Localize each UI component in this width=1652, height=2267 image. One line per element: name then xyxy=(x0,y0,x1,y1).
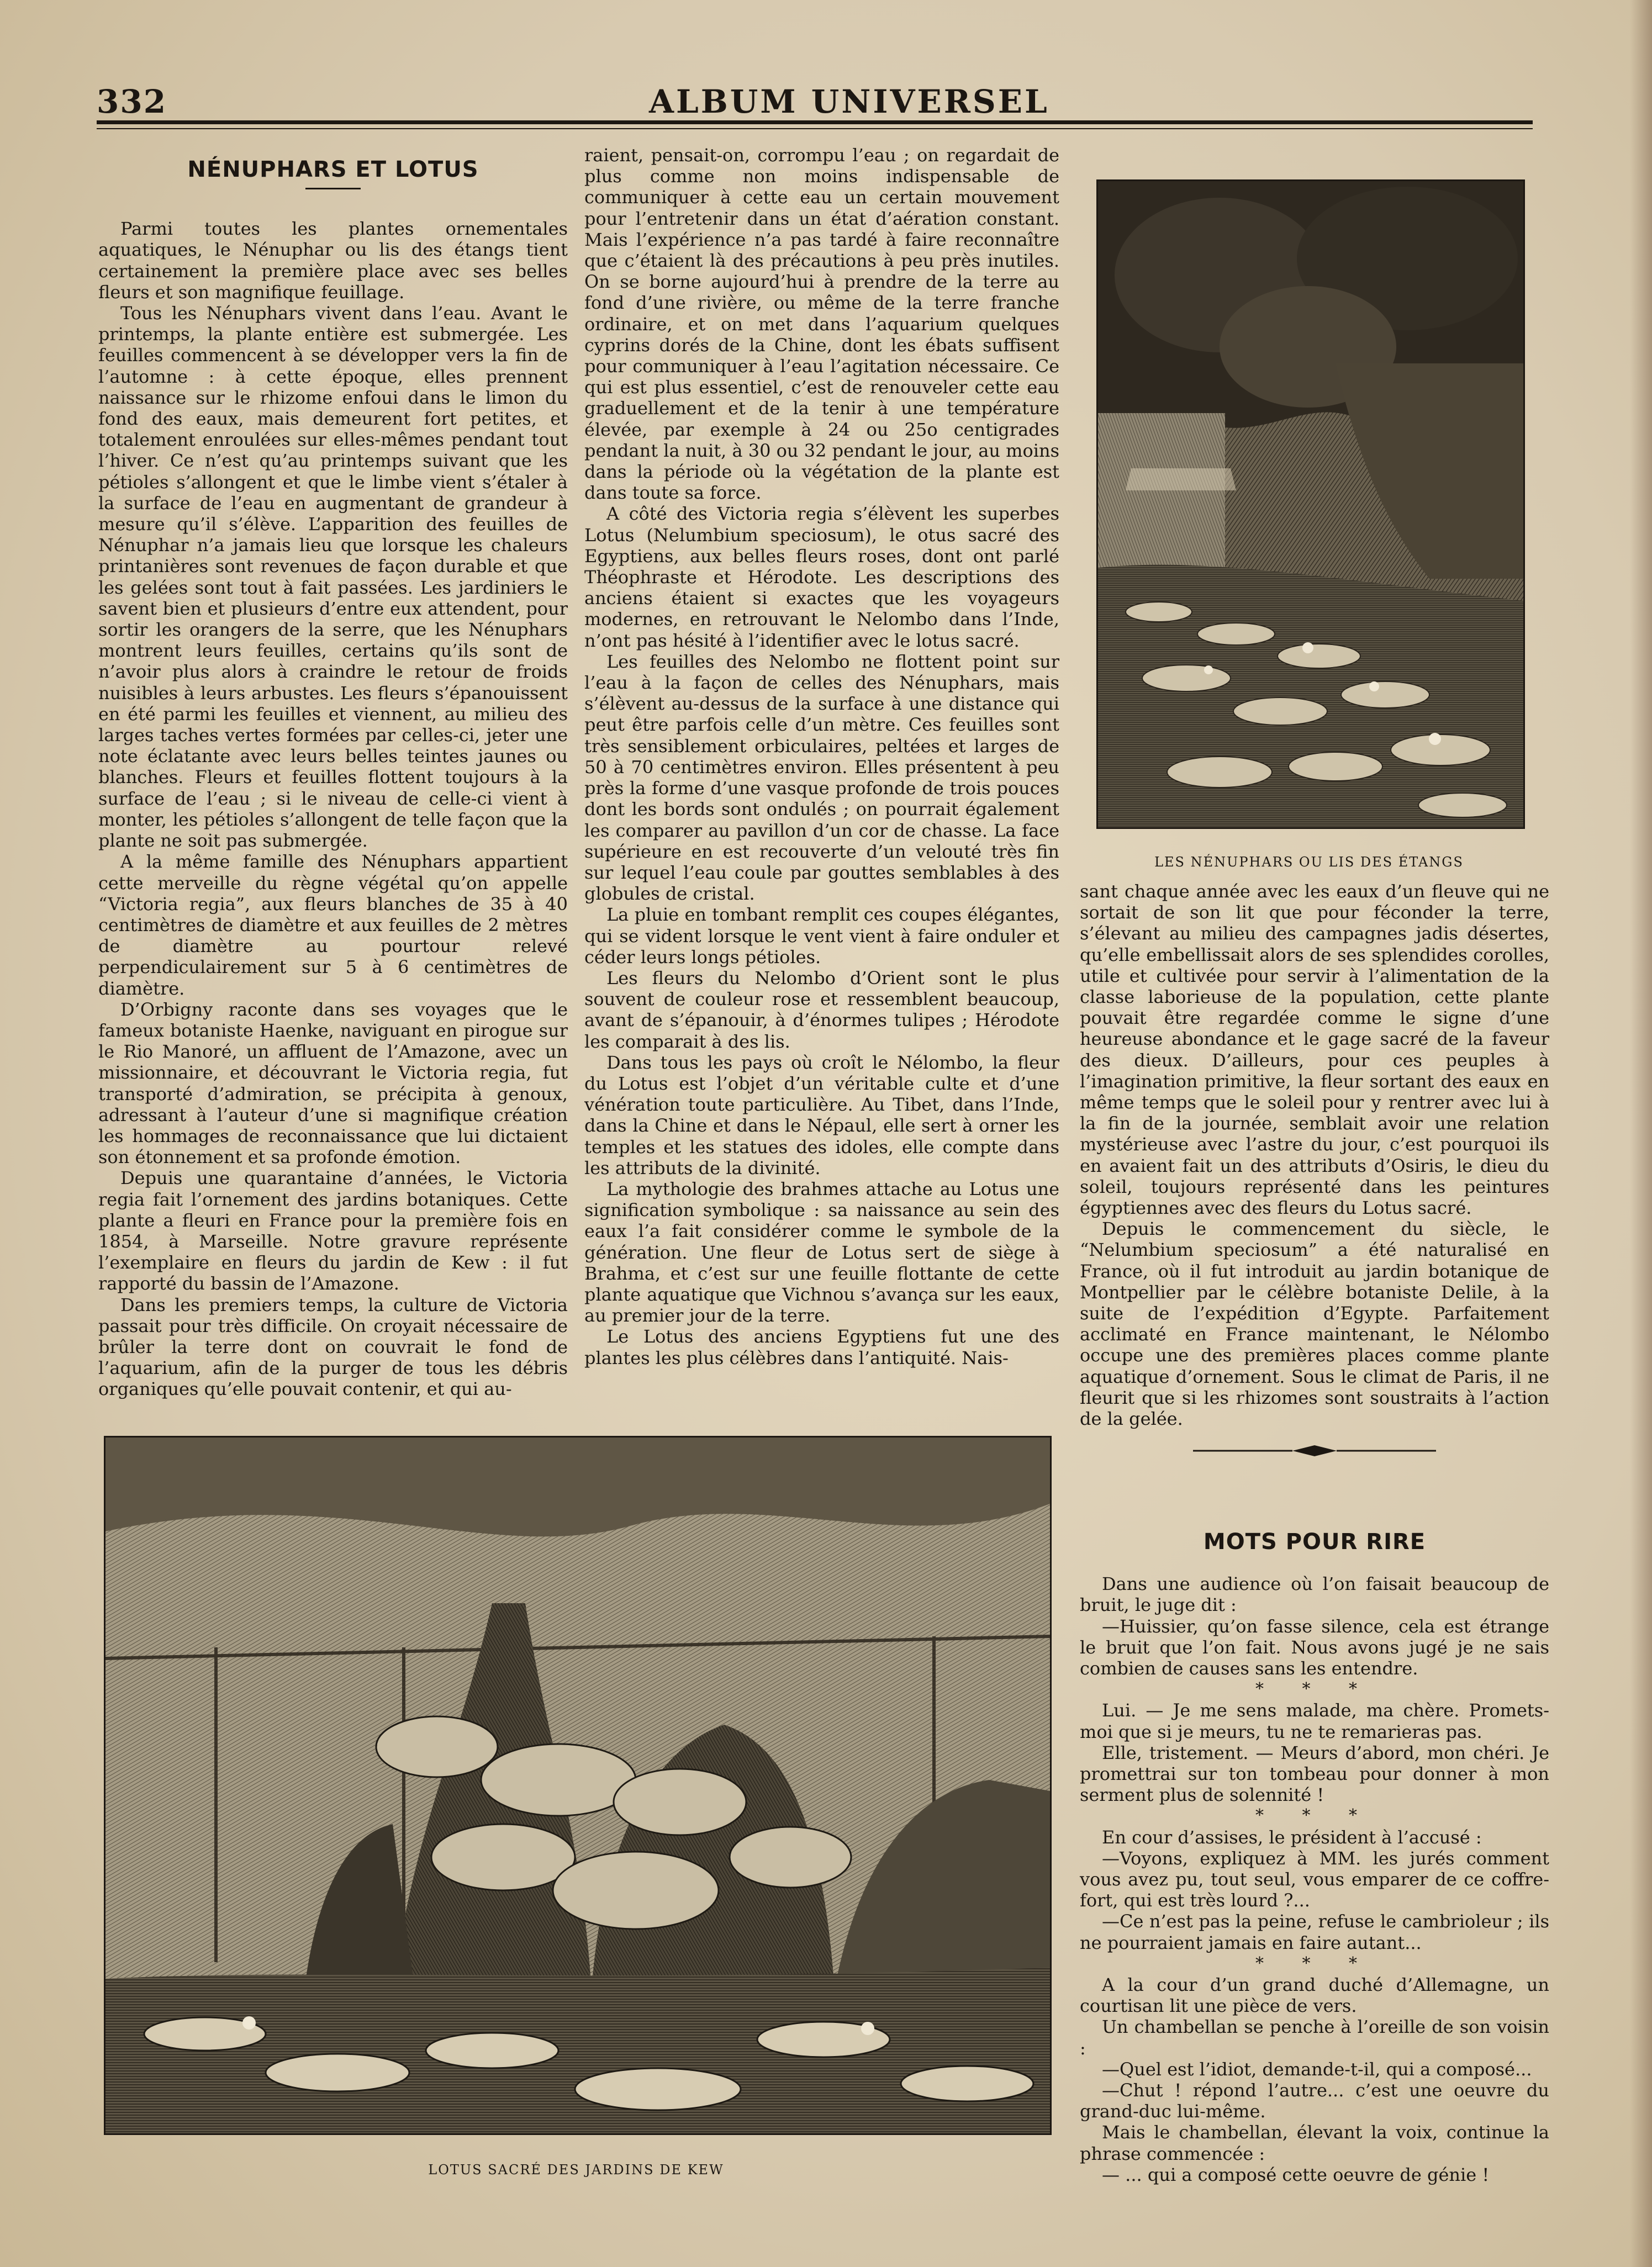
ornament-divider xyxy=(1193,1444,1436,1457)
paragraph: raient, pensait-on, corrompu l’eau ; on regardait de plus comme non moins indispensable de communiquer à cette eau un certain mouvement pour l’entretenir dans un état d’aération constant. Mais l’expérience n’a pas tardé à faire reconnaître que c’étaient là des précautions à peu près inutiles. On se borne aujourd’hui à prendre de la terre au fond d’une rivière, ou même de la terre franche ordinaire, et on met dans l’aquarium quelques cyprins dorés de la Chine, dont les ébats suffisent pour communiquer à l’eau l’agitation nécessaire. Ce qui est plus essentiel, c’est de renouveler cette eau graduellement et de la tenir à une température élevée, par exemple à 24 ou 25o centigrades pendant la nuit, à 30 ou 32 pendant le jour, au moins dans la période où la végétation de la plante est dans toute sa force. xyxy=(584,145,1059,504)
article-column-2 xyxy=(584,145,1059,1368)
jokes-section xyxy=(1080,1527,1549,2185)
paragraph: Le Lotus des anciens Egyptiens fut une des plantes les plus célèbres dans l’antiquité. Nais- xyxy=(584,1326,1059,1368)
article-column-1 xyxy=(98,155,568,1400)
joke-paragraph: Un chambellan se penche à l’oreille de son voisin : xyxy=(1080,2016,1549,2059)
jokes-title: MOTS POUR RIRE xyxy=(1203,1529,1426,1555)
joke-paragraph: —Quel est l’idiot, demande-t-il, qui a composé... xyxy=(1102,2058,1532,2080)
paragraph: A la même famille des Nénuphars appartient cette merveille du règne végétal qu’on appelle “Victoria regia”, aux fleurs blanches de 35 à 40 centimètres de diamètre et aux feuilles de 2 mètres de diamètre au pourtour relevé perpendiculairement sur 5 à 6 centimètres de diamètre. xyxy=(98,851,568,999)
paragraph: A côté des Victoria regia s’élèvent les superbes Lotus (Nelumbium speciosum), le otus sacré des Egyptiens, aux belles fleurs roses, dont ont parlé Théophraste et Hérodote. Les descriptions des anciens étaient si exactes que les voyageurs modernes, en retrouvant le Nelombo dans l’Inde, n’ont pas hésité à l’identifier avec le lotus sacré. xyxy=(584,503,1059,651)
article-title: NÉNUPHARS ET LOTUS xyxy=(187,157,479,182)
page-number: 332 xyxy=(97,83,167,120)
journal-title: ALBUM UNIVERSEL xyxy=(649,83,1049,120)
nenuphars-illustration xyxy=(1098,181,1523,827)
asterism: * * * xyxy=(1255,1806,1374,1826)
nenuphars-caption: LES NÉNUPHARS OU LIS DES ÉTANGS xyxy=(1154,854,1464,870)
joke-paragraph: En cour d’assises, le président à l’accusé : xyxy=(1102,1826,1482,1848)
paragraph: La mythologie des brahmes attache au Lotus une signification symbolique : sa naissance au sein des eaux l’a fait considérer comme le symbole de la génération. Une fleur de Lotus sert de siège à Brahma, et c’est sur une feuille flottante de cette plante aquatique que Vichnou s’avança sur les eaux, au premier jour de la terre. xyxy=(584,1178,1059,1327)
joke-paragraph: Dans une audience où l’on faisait beaucoup de bruit, le juge dit : xyxy=(1080,1573,1549,1616)
header-rule-thin xyxy=(97,128,1533,129)
article-column-3 xyxy=(1080,881,1549,1429)
joke-paragraph: Elle, tristement. — Meurs d’abord, mon chéri. Je promettrai sur ton tombeau pour donner à mon serment plus de solennité ! xyxy=(1080,1742,1549,1806)
nenuphars-engraving xyxy=(1096,179,1525,829)
paragraph: Depuis le commencement du siècle, le “Nelumbium speciosum” a été naturalisé en France, où il fut introduit au jardin botanique de Montpellier par le célèbre botaniste Delile, à la suite de l’expédition d’Egypte. Parfaitement acclimaté en France maintenant, le Nélombo occupe une des premières places comme plante aquatique d’ornement. Sous le climat de Paris, il ne fleurit que si les rhizomes sont soustraits à l’action de la gelée. xyxy=(1080,1218,1549,1430)
title-rule xyxy=(305,188,361,189)
paragraph: D’Orbigny raconte dans ses voyages que le fameux botaniste Haenke, naviguant en pirogue sur le Rio Manoré, un affluent de l’Amazone, avec un missionnaire, et découvrant le Victoria regia, fut transporté d’admiration, se précipita à genoux, adressant à l’auteur d’une si magnifique création les hommages de reconnaissance que lui dictaient son étonnement et sa profonde émotion. xyxy=(98,998,568,1168)
paragraph: Depuis une quarantaine d’années, le Victoria regia fait l’ornement des jardins botaniques. Cette plante a fleuri en France pour la première fois en 1854, à Marseille. Notre gravure représente l’exemplaire en fleurs du jardin de Kew : il fut rapporté du bassin de l’Amazone. xyxy=(98,1167,568,1294)
joke-paragraph: Lui. — Je me sens malade, ma chère. Promets-moi que si je meurs, tu ne te remarieras pas. xyxy=(1080,1700,1549,1742)
asterism: * * * xyxy=(1255,1679,1374,1699)
paragraph: sant chaque année avec les eaux d’un fleuve qui ne sortait de son lit que pour féconder la terre, s’élevant au milieu des campagnes jadis désertes, qu’elle embellissait alors de ses splendides corolles, utile et cultivée pour servir à l’alimentation de la classe laborieuse de la population, cette plante pouvait être regardée comme le signe d’une heureuse abondance et le gage sacré de la faveur des dieux. D’ailleurs, pour ces peuples à l’imagination primitive, la fleur sortant des eaux en même temps que le soleil pour y rentrer avec lui à la fin de la journée, semblait avoir une relation mystérieuse avec l’astre du jour, c’est pourquoi ils en avaient fait un des attributs d’Osiris, le dieu du soleil, toujours représenté dans les peintures égyptiennes avec des fleurs du Lotus sacré. xyxy=(1080,881,1549,1219)
paragraph: Tous les Nénuphars vivent dans l’eau. Avant le printemps, la plante entière est submergée. Les feuilles commencent à se développer vers la fin de l’automne : à cette époque, elles prennent naissance sur le rhizome enfoui dans le limon du fond des eaux, mais demeurent fort petites, et totalement enroulées sur elles-mêmes pendant tout l’hiver. Ce n’est qu’au printemps suivant que les pétioles s’allongent et que le limbe vient s’étaler à la surface de l’eau en augmentant de grandeur à mesure qu’il s’élève. L’apparition des feuilles de Nénuphar n’a jamais lieu que lorsque les chaleurs printanières sont revenues de façon durable et que les gelées sont tout à fait passées. Les jardiniers le savent bien et plusieurs d’entre eux attendent, pour sortir les orangers de la serre, que les Nénuphars montrent leurs feuilles, certains qu’ils sont de n’avoir plus alors à craindre le retour de froids nuisibles à leurs arbustes. Les fleurs s’épanouissent en été parmi les feuilles et viennent, au milieu des larges taches vertes formées par celles-ci, jeter une note éclatante avec leurs belles teintes jaunes ou blanches. Fleurs et feuilles flottent toujours à la surface de l’eau ; si le niveau de celle-ci vient à monter, les pétioles s’allongent de telle façon que la plante ne soit pas submergée. xyxy=(98,303,568,852)
paragraph: La pluie en tombant remplit ces coupes élégantes, qui se vident lorsque le vent vient à faire onduler et céder leurs longs pétioles. xyxy=(584,904,1059,968)
lotus-caption: LOTUS SACRÉ DES JARDINS DE KEW xyxy=(428,2162,724,2178)
paragraph: Parmi toutes les plantes ornementales aquatiques, le Nénuphar ou lis des étangs tient certainement la première place avec ses belles fleurs et son magnifique feuillage. xyxy=(98,218,568,303)
joke-paragraph: — ... qui a composé cette oeuvre de génie ! xyxy=(1102,2164,1490,2185)
joke-paragraph: —Chut ! répond l’autre... c’est une oeuvre du grand-duc lui-même. xyxy=(1080,2080,1549,2122)
joke-paragraph: A la cour d’un grand duché d’Allemagne, un courtisan lit une pièce de vers. xyxy=(1080,1974,1549,2017)
paragraph: Dans tous les pays où croît le Nélombo, la fleur du Lotus est l’objet d’un véritable culte et d’une vénération toute particulière. Au Tibet, dans l’Inde, dans la Chine et dans le Népaul, elle sert à orner les temples et les statues des idoles, elle compte dans les attributs de la divinité. xyxy=(584,1051,1059,1179)
lotus-engraving xyxy=(104,1436,1052,2135)
paragraph: Les fleurs du Nelombo d’Orient sont le plus souvent de couleur rose et ressemblent beaucoup, avant de s’épanouir, à d’énormes tulipes ; Hérodote les comparait à des lis. xyxy=(584,967,1059,1052)
lotus-illustration xyxy=(105,1438,1050,2133)
joke-paragraph: —Voyons, expliquez à MM. les jurés comment vous avez pu, tout seul, vous emparer de ce coffre-fort, qui est très lourd ?... xyxy=(1080,1847,1549,1911)
joke-paragraph: Mais le chambellan, élevant la voix, continue la phrase commencée : xyxy=(1080,2122,1549,2164)
joke-paragraph: —Huissier, qu’on fasse silence, cela est étrange le bruit que l’on fait. Nous avons jugé je ne sais combien de causes sans les entendre. xyxy=(1080,1615,1549,1679)
paragraph: Les feuilles des Nelombo ne flottent point sur l’eau à la façon de celles des Nénuphars, mais s’élèvent au-dessus de la surface à une distance qui peut être parfois celle d’un mètre. Ces feuilles sont très sensiblement orbiculaires, peltées et larges de 50 à 70 centimètres environ. Elles présentent à peu près la forme d’une vasque profonde de trois pouces dont les bords sont ondulés ; on pourrait également les comparer au pavillon d’un cor de chasse. La face supérieure en est recouverte d’un velouté très fin sur lequel l’eau coule par gouttes semblables à des globules de cristal. xyxy=(584,651,1059,905)
page-edge-shadow xyxy=(1630,0,1652,2267)
page-header xyxy=(97,77,1533,127)
joke-paragraph: —Ce n’est pas la peine, refuse le cambrioleur ; ils ne pourraient jamais en faire autant... xyxy=(1080,1911,1549,1953)
paragraph: Dans les premiers temps, la culture de Victoria passait pour très difficile. On croyait nécessaire de brûler la terre dont on couvrait le fond de l’aquarium, afin de la purger de tous les débris organiques qu’elle pouvait contenir, et qui au- xyxy=(98,1294,568,1400)
asterism: * * * xyxy=(1255,1953,1374,1973)
header-rule-thick xyxy=(97,120,1533,124)
